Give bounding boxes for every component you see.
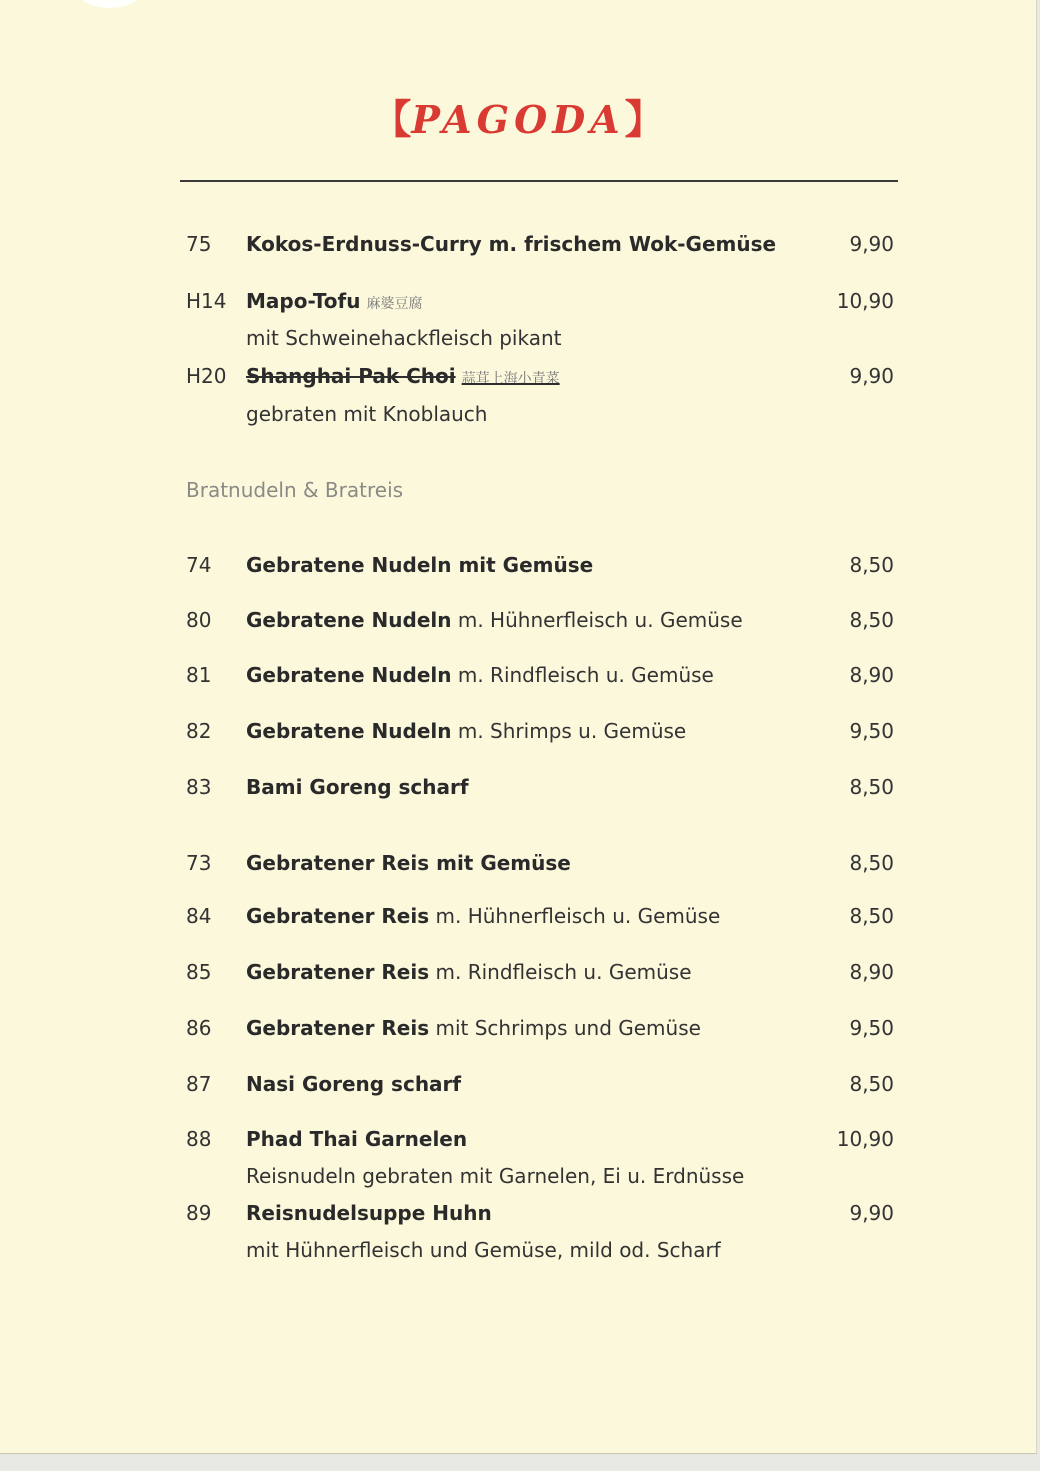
item-price: 10,90 <box>836 1127 894 1151</box>
item-price: 8,50 <box>849 851 894 875</box>
item-name-bold: Gebratener Reis mit Gemüse <box>246 851 571 875</box>
item-number: 73 <box>186 851 212 875</box>
menu-item <box>0 848 1036 878</box>
item-name-regular: m. Hühnerfleisch u. Gemüse <box>457 608 743 632</box>
logo-text: PAGODA <box>411 97 625 142</box>
item-price: 8,90 <box>849 663 894 687</box>
menu-item <box>0 1124 1036 1154</box>
item-description: Reisnudeln gebraten mit Garnelen, Ei u. Erdnüsse <box>246 1164 745 1188</box>
item-number: H14 <box>186 289 227 313</box>
restaurant-logo <box>0 88 1036 145</box>
item-name <box>246 1124 467 1154</box>
item-name-bold: Shanghai Pak Choi <box>246 364 456 388</box>
item-name-bold: Gebratener Reis <box>246 904 430 928</box>
item-name-bold: Kokos-Erdnuss-Curry m. frischem Wok-Gemüse <box>246 232 777 256</box>
item-name-struck <box>246 361 560 394</box>
item-name-bold: Gebratener Reis <box>246 960 430 984</box>
menu-item <box>0 286 1036 316</box>
item-name-bold: Reisnudelsuppe Huhn <box>246 1201 492 1225</box>
item-number: 88 <box>186 1127 212 1151</box>
menu-item <box>0 660 1036 690</box>
item-price: 10,90 <box>836 289 894 313</box>
item-price: 9,50 <box>849 1016 894 1040</box>
logo-bracket-left: 【 <box>371 96 412 143</box>
item-name-regular: m. Hühnerfleisch u. Gemüse <box>435 904 721 928</box>
menu-item <box>0 1198 1036 1228</box>
item-number: 87 <box>186 1072 212 1096</box>
paper-smudge <box>80 0 140 8</box>
item-name-regular: m. Rindfleisch u. Gemüse <box>457 663 714 687</box>
item-number: 82 <box>186 719 212 743</box>
item-number: 75 <box>186 232 212 256</box>
item-name <box>246 286 422 319</box>
item-name <box>246 901 720 931</box>
menu-item <box>0 1013 1036 1043</box>
item-number: 80 <box>186 608 212 632</box>
item-description: gebraten mit Knoblauch <box>246 402 488 426</box>
section-title: Bratnudeln & Bratreis <box>186 478 404 502</box>
item-price: 8,50 <box>849 553 894 577</box>
menu-item <box>0 605 1036 635</box>
item-price: 9,90 <box>849 364 894 388</box>
item-chinese-name: 麻婆豆腐 <box>366 296 423 312</box>
item-name <box>246 229 776 259</box>
item-name <box>246 605 743 635</box>
item-description: mit Hühnerfleisch und Gemüse, mild od. Scharf <box>246 1238 721 1262</box>
item-name <box>246 1069 461 1099</box>
header-divider <box>180 180 898 182</box>
item-number: 74 <box>186 553 212 577</box>
item-name-regular: mit Schrimps und Gemüse <box>435 1016 701 1040</box>
item-name-bold: Gebratene Nudeln mit Gemüse <box>246 553 594 577</box>
item-price: 9,50 <box>849 719 894 743</box>
menu-item <box>0 550 1036 580</box>
item-price: 8,50 <box>849 608 894 632</box>
item-name-bold: Gebratene Nudeln <box>246 719 452 743</box>
item-name <box>246 1198 492 1228</box>
menu-item <box>0 229 1036 259</box>
item-name-regular: m. Shrimps u. Gemüse <box>457 719 687 743</box>
item-name <box>246 660 714 690</box>
item-description: mit Schweinehackfleisch pikant <box>246 326 562 350</box>
item-number: 83 <box>186 775 212 799</box>
item-name <box>246 957 692 987</box>
item-price: 8,90 <box>849 960 894 984</box>
item-number: H20 <box>186 364 227 388</box>
item-number: 85 <box>186 960 212 984</box>
item-price: 9,90 <box>849 232 894 256</box>
item-price: 8,50 <box>849 904 894 928</box>
item-price: 8,50 <box>849 775 894 799</box>
item-name <box>246 550 593 580</box>
logo-bracket-right: 】 <box>624 96 665 143</box>
item-name-bold: Bami Goreng scharf <box>246 775 469 799</box>
menu-item <box>0 901 1036 931</box>
item-name-bold: Gebratene Nudeln <box>246 663 452 687</box>
item-chinese-name: 蒜茸上海小青菜 <box>461 371 560 387</box>
menu-item <box>0 957 1036 987</box>
item-name-bold: Gebratene Nudeln <box>246 608 452 632</box>
item-name-bold: Gebratener Reis <box>246 1016 430 1040</box>
item-price: 8,50 <box>849 1072 894 1096</box>
menu-item <box>0 716 1036 746</box>
item-name <box>246 1013 701 1043</box>
item-name-bold: Phad Thai Garnelen <box>246 1127 468 1151</box>
item-price: 9,90 <box>849 1201 894 1225</box>
menu-item <box>0 361 1036 391</box>
item-name-bold: Nasi Goreng scharf <box>246 1072 462 1096</box>
item-number: 89 <box>186 1201 212 1225</box>
item-number: 84 <box>186 904 212 928</box>
item-name <box>246 772 469 802</box>
item-name-bold: Mapo-Tofu <box>246 289 361 313</box>
menu-item <box>0 1069 1036 1099</box>
item-number: 86 <box>186 1016 212 1040</box>
menu-item <box>0 772 1036 802</box>
item-name <box>246 848 571 878</box>
item-name-regular: m. Rindfleisch u. Gemüse <box>435 960 692 984</box>
item-name <box>246 716 686 746</box>
item-number: 81 <box>186 663 212 687</box>
